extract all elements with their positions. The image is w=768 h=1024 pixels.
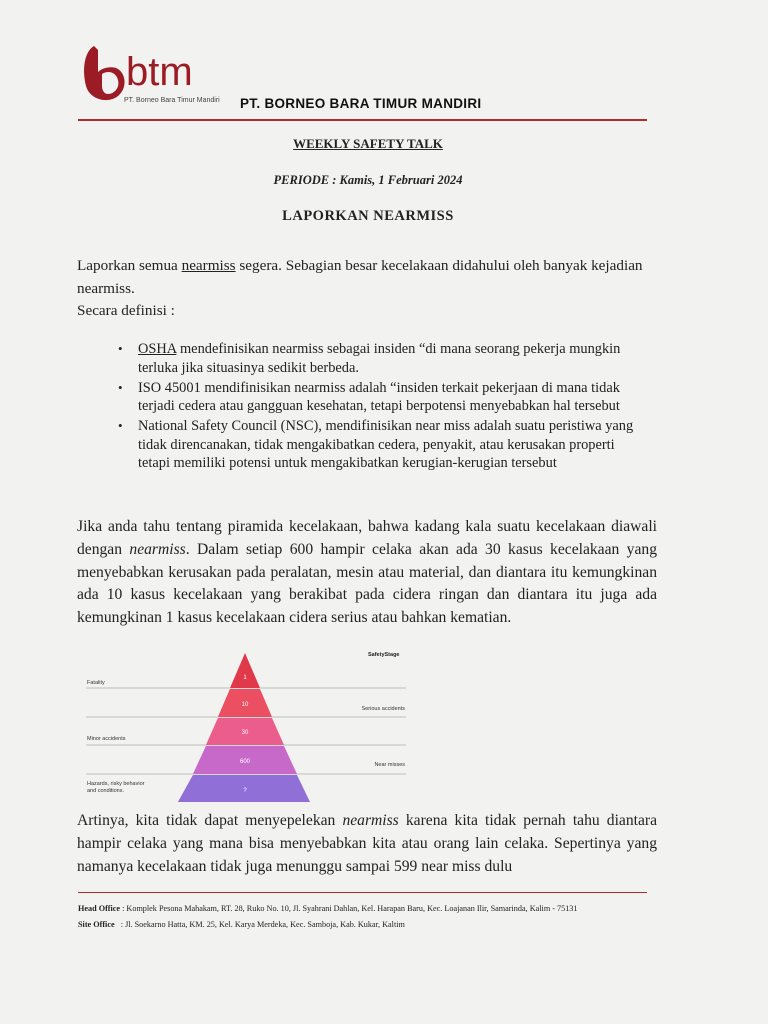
company-logo <box>80 40 230 110</box>
company-name: PT. BORNEO BARA TIMUR MANDIRI <box>240 96 482 111</box>
site-office-label: Site Office <box>78 920 115 929</box>
pyramid-value: ? <box>243 788 247 794</box>
intro-paragraph <box>77 255 657 323</box>
paragraph-italic-term: nearmiss <box>342 812 399 829</box>
head-office-label: Head Office <box>78 904 121 913</box>
list-item <box>118 340 638 377</box>
pyramid-label: Minor accidents <box>87 736 126 742</box>
period-line: PERIODE : Kamis, 1 Februari 2024 <box>273 173 463 187</box>
list-item <box>118 379 638 416</box>
paragraph-text: Artinya, kita tidak dapat menyepelekan <box>77 812 343 829</box>
paragraph-text: Jika anda tahu tentang piramida kecelakaan, bahwa kadang kala suatu kecelakaan diawali dengan <box>77 518 657 558</box>
list-item-text: ISO 45001 mendifinisikan nearmiss adalah “insiden terkait pekerjaan di mana tidak terjadi cedera atau gangguan kesehatan, tetapi berpotensi menyebabkan hal tersebut <box>138 379 620 414</box>
closing-paragraph <box>77 810 657 878</box>
topic-heading: LAPORKAN NEARMISS <box>282 208 454 224</box>
paragraph-text: karena kita tidak pernah tahu diantara hampir celaka yang mana bisa menyebabkan kita atau orang lain celaka. Sepertinya yang namanya kecelakaan tidak juga menunggu sampai 599 near miss dulu <box>77 812 657 875</box>
list-item <box>118 417 638 473</box>
pyramid-label <box>87 781 146 794</box>
intro-underlined-term: nearmiss <box>181 257 236 274</box>
pyramid-label-line: and conditions. <box>87 788 124 794</box>
header-divider <box>78 119 647 121</box>
accident-pyramid-figure <box>78 648 418 808</box>
definition-label: Secara definisi : <box>77 302 175 319</box>
footer-divider <box>78 892 647 893</box>
document-title: WEEKLY SAFETY TALK <box>293 136 443 151</box>
list-item-text: mendefinisikan nearmiss sebagai insiden “di mana seorang pekerja mungkin terluka jika situasinya sedikit berbeda. <box>138 341 621 376</box>
pyramid-paragraph <box>77 516 657 630</box>
logo-wordmark: btm <box>126 50 193 94</box>
pyramid-brand: SafetyStage <box>368 652 400 658</box>
intro-text-1: Laporkan semua <box>77 257 182 274</box>
pyramid-value: 10 <box>241 702 249 708</box>
pyramid-label-line: Hazards, risky behavior <box>87 781 145 787</box>
list-item-text: National Safety Council (NSC), mendifinisikan near miss adalah suatu peristiwa yang tidak direncanakan, tidak mengakibatkan cedera, penyakit, atau kerusakan properti tetapi memiliki potensi untuk mengakibatkan kerugian-kerugian tersebut <box>138 418 634 471</box>
pyramid-label: Fatality <box>87 680 105 686</box>
paragraph-italic-term: nearmiss <box>129 540 186 558</box>
site-office-address: : Jl. Soekarno Hatta, KM. 25, Kel. Karya Merdeka, Kec. Samboja, Kab. Kukar, Kaltim <box>120 920 405 929</box>
definition-list <box>118 340 638 474</box>
logo-subtitle: PT. Borneo Bara Timur Mandiri <box>124 97 220 104</box>
intro-text-2: segera. Sebagian besar kecelakaan didahului oleh banyak kejadian nearmiss. <box>77 257 643 297</box>
pyramid-label: Serious accidents <box>361 706 405 712</box>
paragraph-text: . Dalam setiap 600 hampir celaka akan ada 30 kasus kecelakaan yang menyebabkan kerusakan pada peralatan, mesin atau material, dan diantara itu kemungkinan ada 10 kasus kecelakaan yang berakibat pada cidera ringan dan diantara itu juga ada kemungkinan 1 kasus kecelakaan cidera serius atau bahkan kematian. <box>77 540 657 627</box>
pyramid-level-fatality <box>230 653 260 688</box>
pyramid-value: 600 <box>239 759 251 765</box>
pyramid-label: Near misses <box>374 762 405 768</box>
pyramid-value: 30 <box>241 730 249 736</box>
osha-term: OSHA <box>138 341 177 357</box>
site-office-line <box>78 920 405 929</box>
head-office-address: : Komplek Pesona Mahakam, RT. 28, Ruko No. 10, Jl. Syahrani Dahlan, Kel. Harapan Baru, Kec. Loajanan Ilir, Samarinda, Kalim - 75131 <box>122 904 578 913</box>
head-office-line <box>78 904 577 913</box>
pyramid-value: 1 <box>243 675 247 681</box>
